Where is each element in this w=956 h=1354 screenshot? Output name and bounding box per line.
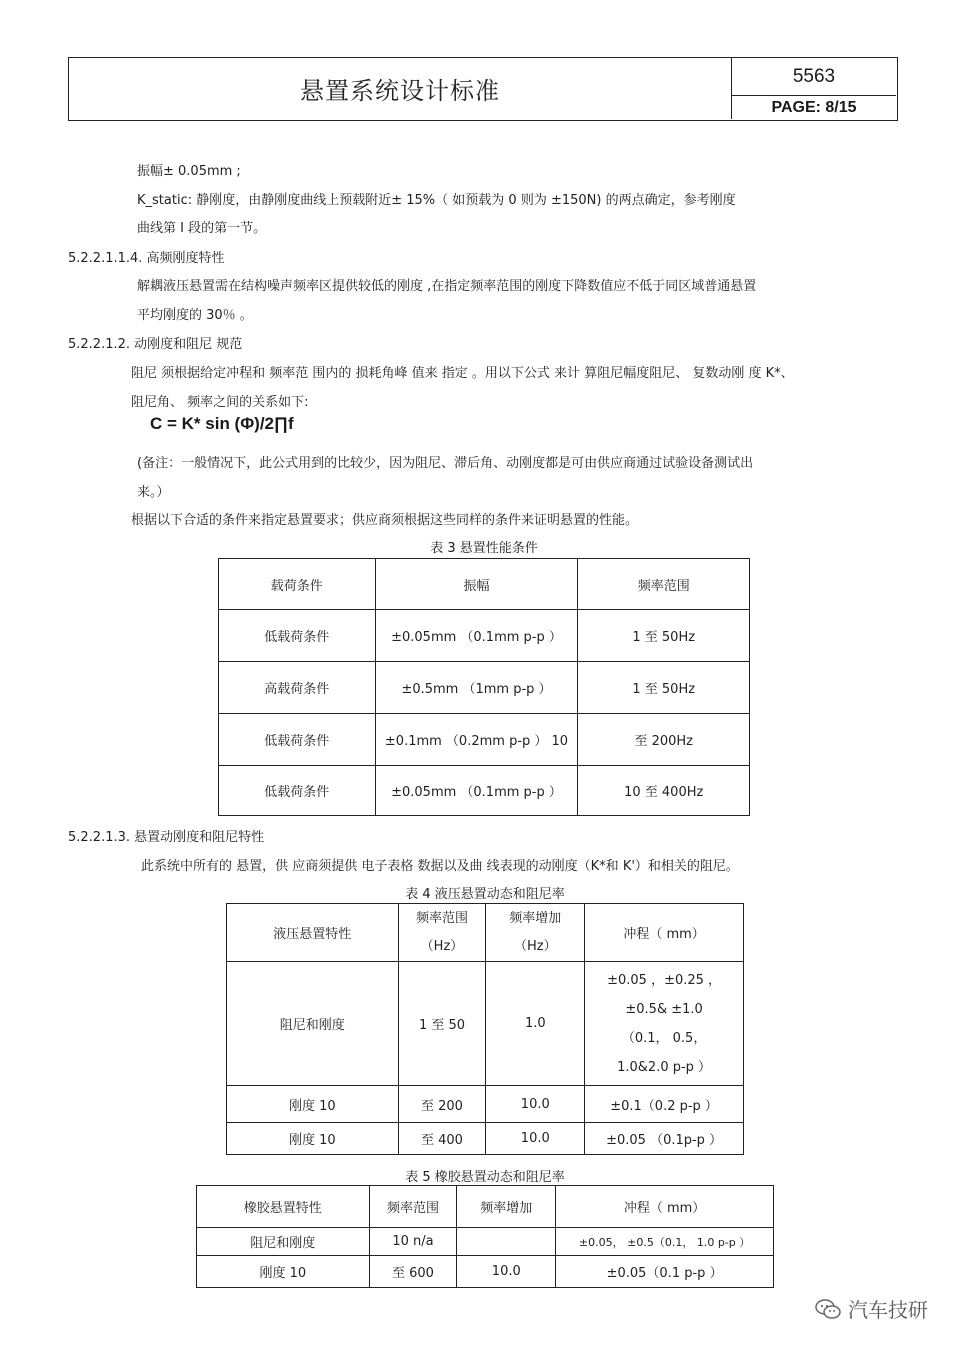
table-cell: 1 至 50	[398, 962, 486, 1086]
table-cell: 阻尼和刚度	[197, 1228, 370, 1256]
damping-formula: C = K* sin (Φ)/2∏f	[150, 414, 294, 433]
stroke-line: （0.1， 0.5，	[621, 1030, 707, 1046]
table-cell: 高载荷条件	[219, 662, 376, 714]
table-row	[219, 610, 750, 662]
table5-header-freq: 频率范围	[369, 1186, 457, 1228]
page-indicator: PAGE: 8/15	[771, 98, 857, 116]
table-row	[227, 962, 744, 1086]
table-cell	[585, 962, 744, 1086]
table-cell: 低载荷条件	[219, 714, 376, 766]
k-static-line-cont: 曲线第 I 段的第一节。	[137, 221, 267, 236]
stroke-line: ±0.05 ，±0.25 ，	[607, 972, 722, 988]
table-row	[219, 662, 750, 714]
table-row	[219, 714, 750, 766]
table-cell: ±0.5mm （1mm p-p ）	[375, 662, 578, 714]
damping-paragraph: 阻尼 须根据给定冲程和 频率范 围内的 损耗角峰 值来 指定 。用以下公式 来计 算阻尼幅度阻尼、 复数动刚 度 K*、	[131, 366, 794, 381]
table4-header-freq	[398, 904, 486, 962]
document-number: 5563	[732, 58, 896, 96]
table-cell	[457, 1228, 556, 1256]
table4-header-stroke: 冲程（ mm）	[585, 904, 744, 962]
table4-header-property: 液压悬置特性	[227, 904, 399, 962]
table-row	[219, 766, 750, 816]
table-cell: 至 200	[398, 1086, 486, 1123]
table4-header-increment-unit: （Hz）	[513, 938, 557, 954]
table-row	[227, 1086, 744, 1123]
watermark-text: 汽车技研	[848, 1298, 928, 1322]
table-cell: 10 至 400Hz	[578, 766, 750, 816]
table-cell: 至 400	[398, 1123, 486, 1155]
table-row	[197, 1228, 774, 1256]
table3-header-freq: 频率范围	[578, 559, 750, 610]
table5-header-property: 橡胶悬置特性	[197, 1186, 370, 1228]
damping-paragraph-cont: 阻尼角、 频率之间的关系如下:	[131, 395, 309, 410]
table-cell: 1 至 50Hz	[578, 662, 750, 714]
document-header	[68, 57, 898, 121]
conditions-paragraph: 根据以下合适的条件来指定悬置要求；供应商须根据这些同样的条件来证明悬置的性能。	[131, 513, 639, 528]
table-cell: 10.0	[486, 1086, 585, 1123]
table-cell: 阻尼和刚度	[227, 962, 399, 1086]
table5	[196, 1185, 774, 1288]
remark-line: (备注：一般情况下，此公式用到的比较少，因为阻尼、滞后角、动刚度都是可由供应商通过试验设备测试出	[137, 456, 754, 471]
table-cell: ±0.05（0.1 p-p ）	[556, 1256, 774, 1288]
table-cell: 低载荷条件	[219, 766, 376, 816]
wechat-icon	[814, 1298, 842, 1320]
table-cell: 10 n/a	[369, 1228, 457, 1256]
document-title: 悬置系统设计标准	[69, 58, 732, 119]
table-cell: ±0.1（0.2 p-p ）	[585, 1086, 744, 1123]
watermark	[814, 1294, 928, 1323]
table-cell: ±0.05， ±0.5（0.1， 1.0 p-p ）	[556, 1228, 774, 1256]
table3-header-amplitude: 振幅	[375, 559, 578, 610]
section-heading-high-freq: 5.2.2.1.1.4. 高频刚度特性	[68, 251, 225, 266]
table-cell: 刚度 10	[227, 1086, 399, 1123]
table-cell: 刚度 10	[197, 1256, 370, 1288]
remark-line-cont: 来。）	[137, 485, 170, 500]
table-cell: 10.0	[457, 1256, 556, 1288]
table-row	[227, 1123, 744, 1155]
stroke-line: ±0.5& ±1.0	[625, 1001, 703, 1017]
table-cell: ±0.05mm （0.1mm p-p ）	[375, 610, 578, 662]
high-freq-paragraph-cont: 平均刚度的 30％ 。	[137, 308, 253, 323]
table-cell: 1.0	[486, 962, 585, 1086]
stroke-line: 1.0&2.0 p-p ）	[617, 1059, 712, 1075]
table-cell: 低载荷条件	[219, 610, 376, 662]
table-cell: ±0.05 （0.1p-p ）	[585, 1123, 744, 1155]
section-heading-dyn-stiffness: 5.2.2.1.2. 动刚度和阻尼 规范	[68, 337, 243, 352]
amplitude-line: 振幅± 0.05mm ;	[137, 164, 241, 179]
table-cell: 至 600	[369, 1256, 457, 1288]
table5-header-increment: 频率增加	[457, 1186, 556, 1228]
table4-header-increment-label: 频率增加	[509, 910, 562, 926]
table-cell: 1 至 50Hz	[578, 610, 750, 662]
table5-caption: 表 5 橡胶悬置动态和阻尼率	[405, 1170, 565, 1185]
table-cell: 至 200Hz	[578, 714, 750, 766]
table-row	[197, 1256, 774, 1288]
high-freq-paragraph: 解耦液压悬置需在结构噪声频率区提供较低的刚度 ,在指定频率范围的刚度下降数值应不低于同区域普通悬置	[137, 279, 757, 294]
table-cell: ±0.05mm （0.1mm p-p ）	[375, 766, 578, 816]
table5-header-stroke: 冲程（ mm）	[556, 1186, 774, 1228]
table4-caption: 表 4 液压悬置动态和阻尼率	[405, 887, 565, 902]
table-cell: 10.0	[486, 1123, 585, 1155]
table4	[226, 903, 744, 1155]
table-cell: 刚度 10	[227, 1123, 399, 1155]
table3-header-load: 载荷条件	[219, 559, 376, 610]
k-static-line: K_static: 静刚度，由静刚度曲线上预载附近± 15%（ 如预载为 0 则为 ±150N) 的两点确定，参考刚度	[137, 193, 736, 208]
mount-dyn-paragraph: 此系统中所有的 悬置，供 应商须提供 电子表格 数据以及曲 线表现的动刚度（K*和 K'）和相关的阻尼。	[141, 859, 739, 874]
table4-header-freq-unit: （Hz）	[420, 938, 464, 954]
table3-caption: 表 3 悬置性能条件	[430, 541, 538, 556]
table4-header-freq-label: 频率范围	[415, 910, 468, 926]
table4-header-increment	[486, 904, 585, 962]
section-heading-mount-dyn: 5.2.2.1.3. 悬置动刚度和阻尼特性	[68, 830, 265, 845]
table-cell: ±0.1mm （0.2mm p-p ） 10	[375, 714, 578, 766]
table3	[218, 558, 750, 816]
